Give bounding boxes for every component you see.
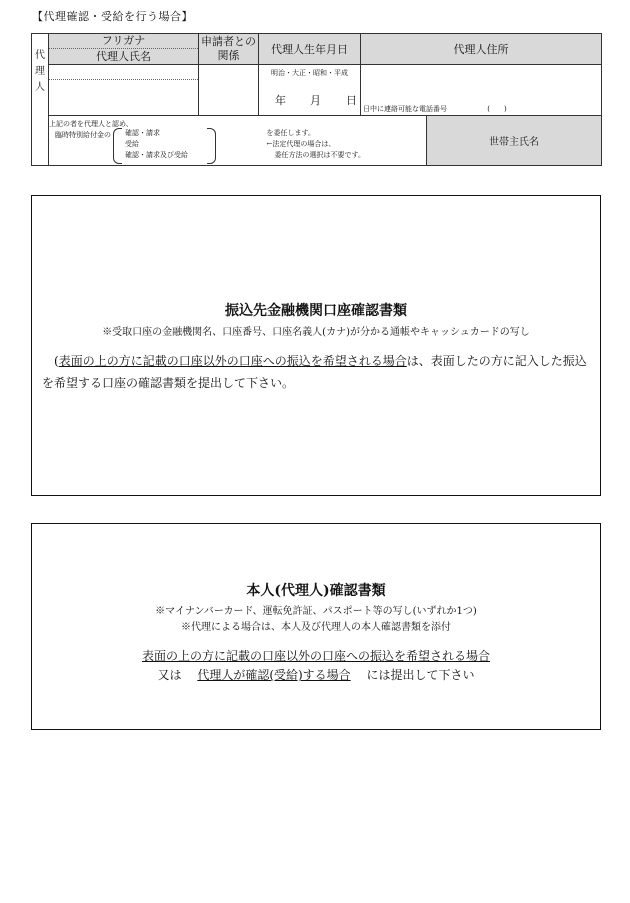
- id-box-line-1: ※マイナンバーカード、運転免許証、パスポート等の写し(いずれか1つ): [155, 606, 477, 617]
- year-label: 年: [275, 94, 286, 107]
- relation-field[interactable]: [199, 65, 259, 116]
- proxy-side-label: 代 理 人: [32, 34, 49, 166]
- submit-label: には提出して下さい: [366, 668, 475, 682]
- bank-condition-underlined: 表面の上の方に記載の口座以外の口座への振込を希望される場合: [58, 354, 407, 368]
- id-condition-line: [32, 647, 600, 664]
- delegation-cell: [49, 116, 259, 166]
- householder-label: 世帯主氏名: [427, 116, 602, 166]
- proxy-table: [31, 33, 602, 166]
- id-document-box: [31, 523, 601, 730]
- relation-header: 申請者との関係: [199, 34, 259, 65]
- option-both[interactable]: 確認・請求及び受給: [125, 151, 188, 159]
- delegate-text: を委任します。: [266, 129, 315, 137]
- left-bracket: [113, 128, 122, 164]
- birthdate-header: 代理人生年月日: [259, 34, 361, 65]
- birthdate-field[interactable]: [259, 65, 361, 116]
- address-field[interactable]: [361, 65, 602, 116]
- name-header-cell: [49, 34, 199, 65]
- legal-proxy-note: ←法定代理の場合は、: [266, 140, 336, 148]
- era-options: 明治・大正・昭和・平成: [271, 69, 348, 77]
- address-header: 代理人住所: [361, 34, 602, 65]
- id-proxy-line: [32, 666, 600, 683]
- id-proxy-underlined: 代理人が確認(受給)する場合: [197, 668, 351, 682]
- or-label: 又は: [157, 668, 182, 682]
- month-label: 月: [310, 94, 321, 107]
- furigana-field: [49, 65, 198, 80]
- option-confirm-request[interactable]: 確認・請求: [125, 129, 160, 137]
- id-condition-underlined: 表面の上の方に記載の口座以外の口座への振込を希望される場合: [141, 649, 490, 663]
- phone-parens: ( ): [487, 105, 507, 113]
- furigana-header: フリガナ: [49, 34, 198, 49]
- day-label: 日: [346, 94, 357, 107]
- id-box-line-2: ※代理による場合は、本人及び代理人の本人確認書類を添付: [181, 622, 451, 633]
- bank-document-box: [31, 195, 601, 496]
- method-not-required-note: 委任方法の選択は不要です。: [274, 151, 365, 159]
- bank-box-title: 振込先金融機関口座確認書類: [225, 303, 407, 319]
- delegation-note-cell: [259, 116, 427, 166]
- proxy-name-cell[interactable]: [49, 65, 199, 116]
- benefit-label: 臨時特別給付金の: [55, 131, 111, 139]
- phone-label: 日中に連絡可能な電話番号: [363, 105, 447, 113]
- id-box-title: 本人(代理人)確認書類: [246, 583, 386, 599]
- appoint-intro: 上記の者を代理人と認め、: [49, 120, 133, 128]
- option-receive[interactable]: 受給: [125, 140, 139, 148]
- proxy-name-header: 代理人氏名: [96, 50, 151, 63]
- bank-box-paragraph: (表面の上の方に記載の口座以外の口座への振込を希望される場合は、表面したの方に記入した振込を希望する口座の確認書類を提出して下さい。: [42, 354, 587, 390]
- right-bracket: [207, 128, 216, 164]
- bank-box-subtitle: ※受取口座の金融機関名、口座番号、口座名義人(カナ)が分かる通帳やキャッシュカードの写し: [102, 327, 530, 338]
- section-heading: 【代理確認・受給を行う場合】: [32, 10, 193, 23]
